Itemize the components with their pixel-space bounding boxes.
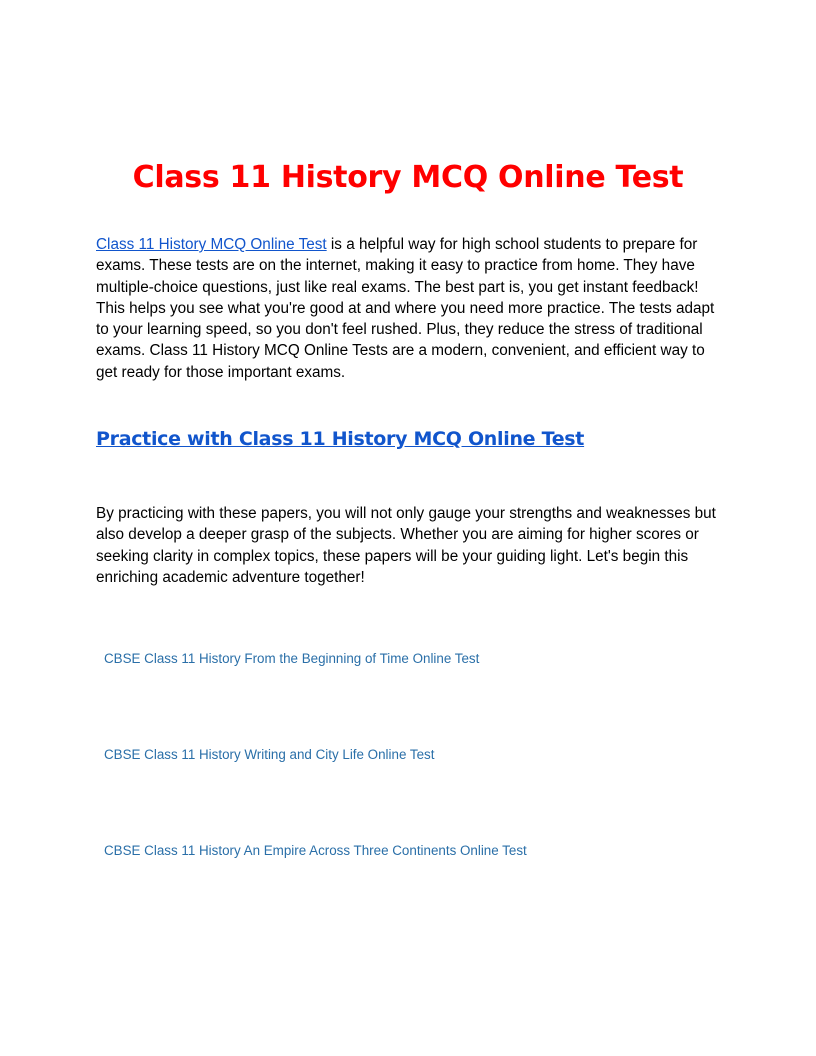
section-heading: [96, 424, 584, 454]
section-heading-link[interactable]: Practice with Class 11 History MCQ Online Test: [96, 428, 585, 450]
practice-paragraph: By practicing with these papers, you will not only gauge your strengths and weaknesses but also develop a deeper grasp of the subjects. Whether you are aiming for higher scores or seeking clarity in complex topics, these papers will be your guiding light. Let's begin this enriching academic adventure together!: [96, 505, 716, 586]
test-link-beginning-of-time[interactable]: CBSE Class 11 History From the Beginning of Time Online Test: [104, 651, 480, 666]
test-link-writing-city-life[interactable]: CBSE Class 11 History Writing and City Life Online Test: [104, 747, 435, 762]
intro-paragraph: [96, 234, 726, 383]
intro-link[interactable]: Class 11 History MCQ Online Test: [96, 236, 327, 253]
intro-body-text: is a helpful way for high school students to prepare for exams. These tests are on the internet, making it easy to practice from home. They have multiple-choice questions, just like real exams. The best part is, you get instant feedback! This helps you see what you're good at and where you need more practice. The tests adapt to your learning speed, so you don't feel rushed. Plus, they reduce the stress of traditional exams. Class 11 History MCQ Online Tests are a modern, convenient, and efficient way to get ready for those important exams.: [96, 236, 715, 381]
test-link-empire-three-continents[interactable]: CBSE Class 11 History An Empire Across Three Continents Online Test: [104, 843, 527, 858]
page-title: Class 11 History MCQ Online Test: [132, 160, 684, 195]
